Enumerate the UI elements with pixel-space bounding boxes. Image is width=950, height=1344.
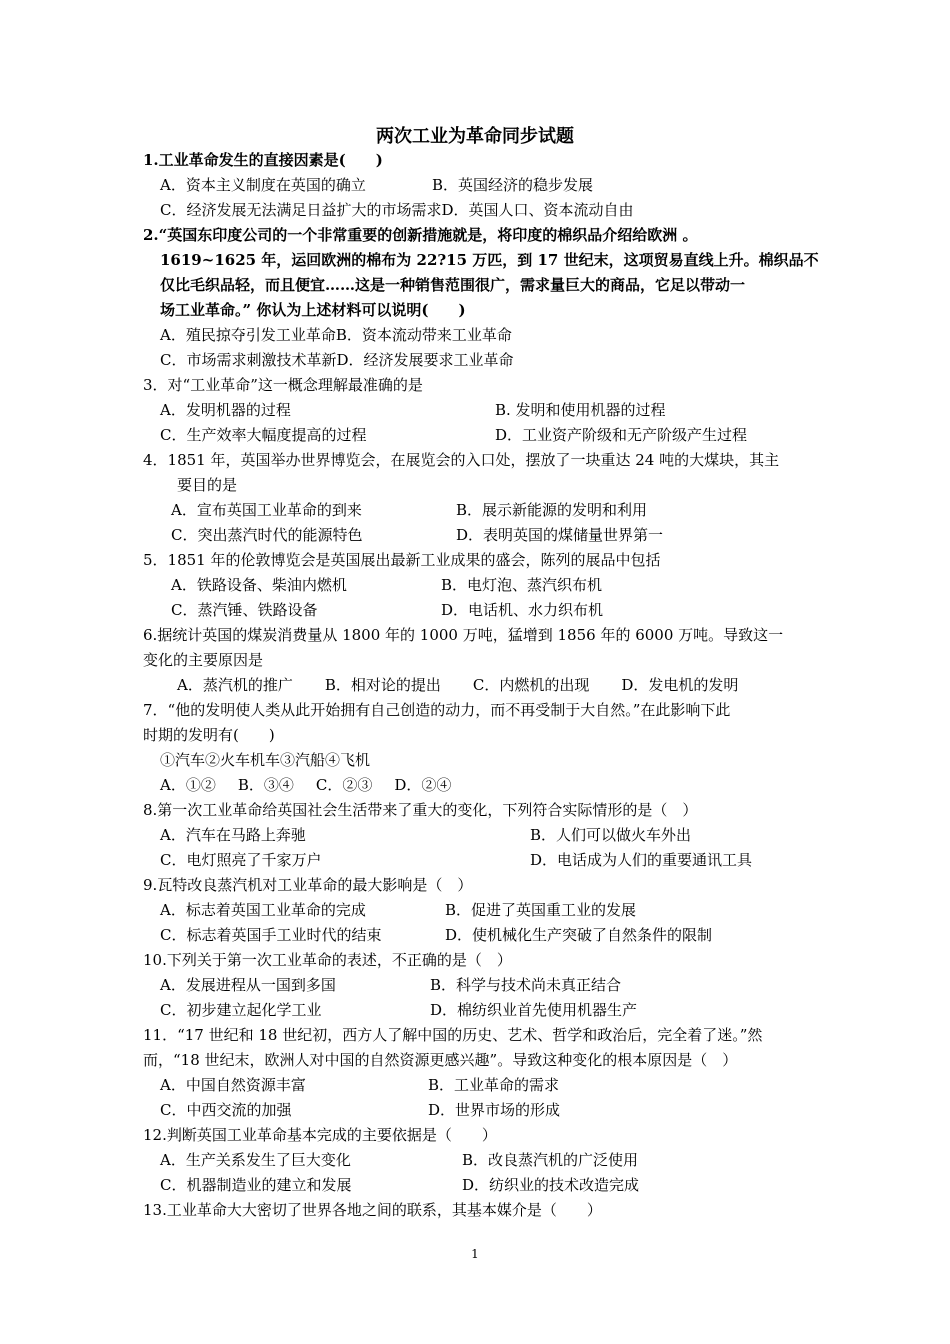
question-12-option-b: B．改良蒸汽机的广泛使用 <box>462 1151 639 1169</box>
question-2-stem-line-2: 1619~1625 年，运回欧洲的棉布为 22?15 万匹，到 17 世纪末，这项贸易直线上升。棉织品不 <box>160 251 819 269</box>
question-5-options-row-2 <box>143 598 818 623</box>
question-4-option-c: C．突出蒸汽时代的能源特色 <box>171 526 363 544</box>
question-6-options-row <box>143 673 818 698</box>
document-title: 两次工业为革命同步试题 <box>376 126 574 147</box>
question-6-option-d: D．发电机的发明 <box>621 676 739 694</box>
question-12-stem: 12.判断英国工业革命基本完成的主要依据是（ ） <box>143 1126 497 1144</box>
question-2-option-a: A．殖民掠夺引发工业革命 <box>160 326 336 344</box>
question-2-options-row-1 <box>143 323 818 348</box>
question-3-option-a: A．发明机器的过程 <box>160 401 291 419</box>
question-2-option-b: B．资本流动带来工业革命 <box>335 326 512 344</box>
question-3-option-d: D．工业资产阶级和无产阶级产生过程 <box>495 426 748 444</box>
question-8-option-d: D．电话成为人们的重要通讯工具 <box>530 851 753 869</box>
question-7-option-d: D．②④ <box>394 776 452 794</box>
question-5-option-c: C．蒸汽锤、铁路设备 <box>171 601 318 619</box>
question-11-option-a: A．中国自然资源丰富 <box>160 1076 306 1094</box>
question-7-option-a: A．①② <box>160 776 216 794</box>
question-7-option-b: B．③④ <box>237 776 294 794</box>
question-9-options-row-1 <box>143 898 818 923</box>
question-10-option-c: C．初步建立起化学工业 <box>160 1001 322 1019</box>
question-1-option-b: B．英国经济的稳步发展 <box>432 176 594 194</box>
question-10-option-b: B．科学与技术尚未真正结合 <box>430 976 622 994</box>
question-3-options-row-2 <box>143 423 818 448</box>
question-13-stem: 13.工业革命大大密切了世界各地之间的联系，其基本媒介是（ ） <box>143 1201 602 1219</box>
question-9-options-row-2 <box>143 923 818 948</box>
question-11-options-row-2 <box>143 1098 818 1123</box>
question-11-stem-line-1: 11．“17 世纪和 18 世纪初，西方人了解中国的历史、艺术、哲学和政治后，完全着了迷。”然 <box>143 1026 763 1044</box>
question-8-option-a: A．汽车在马路上奔驰 <box>160 826 306 844</box>
question-12-options-row-1 <box>143 1148 818 1173</box>
question-7-stem-line-2: 时期的发明有( ) <box>143 726 275 744</box>
question-6-option-c: C．内燃机的出现 <box>472 676 590 694</box>
question-4-stem-line-1: 4．1851 年，英国举办世界博览会，在展览会的入口处，摆放了一块重达 24 吨的大煤块，其主 <box>143 451 780 469</box>
question-10-options-row-2 <box>143 998 818 1023</box>
question-10-option-a: A．发展进程从一国到多国 <box>160 976 336 994</box>
question-9-option-c: C．标志着英国手工业时代的结束 <box>160 926 382 944</box>
question-6-option-a: A．蒸汽机的推广 <box>177 676 293 694</box>
question-1-option-c: C．经济发展无法满足日益扩大的市场需求 <box>160 201 442 219</box>
question-2-stem-line-3: 仅比毛织品轻，而且便宜……这是一种销售范围很广，需求量巨大的商品，它足以带动一 <box>160 276 746 294</box>
question-6-option-b: B．相对论的提出 <box>324 676 441 694</box>
question-10-option-d: D．棉纺织业首先使用机器生产 <box>430 1001 638 1019</box>
question-3-option-c: C．生产效率大幅度提高的过程 <box>160 426 367 444</box>
question-4-option-a: A．宣布英国工业革命的到来 <box>171 501 362 519</box>
question-2-options-row-2 <box>143 348 818 373</box>
question-7-stem-line-1: 7．“他的发明使人类从此开始拥有自己创造的动力，而不再受制于大自然。”在此影响下此 <box>143 701 731 719</box>
question-8-options-row-1 <box>143 823 818 848</box>
question-1-option-d: D．英国人口、资本流动自由 <box>441 201 634 219</box>
question-12-option-a: A．生产关系发生了巨大变化 <box>160 1151 351 1169</box>
question-3-option-b: B. 发明和使用机器的过程 <box>495 401 666 419</box>
question-9-option-b: B．促进了英国重工业的发展 <box>445 901 637 919</box>
question-8-stem: 8.第一次工业革命给英国社会生活带来了重大的变化，下列符合实际情形的是（ ） <box>143 801 698 819</box>
question-2-stem-line-4: 场工业革命。” 你认为上述材料可以说明( ) <box>160 301 466 319</box>
question-9-option-d: D．使机械化生产突破了自然条件的限制 <box>445 926 713 944</box>
question-4-options-row-1 <box>143 498 818 523</box>
question-1-options-row-1 <box>143 173 818 198</box>
question-6-stem-line-2: 变化的主要原因是 <box>143 651 264 669</box>
question-4-options-row-2 <box>143 523 818 548</box>
question-4-stem-line-2: 要目的是 <box>177 476 238 494</box>
question-2-option-d: D．经济发展要求工业革命 <box>336 351 514 369</box>
question-4-option-b: B．展示新能源的发明和利用 <box>456 501 648 519</box>
question-12-option-d: D．纺织业的技术改造完成 <box>462 1176 640 1194</box>
question-11-option-c: C．中西交流的加强 <box>160 1101 292 1119</box>
question-10-stem: 10.下列关于第一次工业革命的表述，不正确的是（ ） <box>143 951 512 969</box>
question-11-option-d: D．世界市场的形成 <box>428 1101 561 1119</box>
question-9-stem: 9.瓦特改良蒸汽机对工业革命的最大影响是（ ） <box>143 876 473 894</box>
question-11-stem-line-2: 而，“18 世纪末，欧洲人对中国的自然资源更感兴趣”。导致这种变化的根本原因是（ ） <box>143 1051 738 1069</box>
question-1-stem: 1.工业革命发生的直接因素是( ) <box>143 151 383 169</box>
question-5-options-row-1 <box>143 573 818 598</box>
question-1-option-a: A．资本主义制度在英国的确立 <box>160 176 366 194</box>
question-2-stem-line-1: 2.“英国东印度公司的一个非常重要的创新措施就是，将印度的棉织品介绍给欧洲 。 <box>143 226 698 244</box>
question-5-option-d: D．电话机、水力织布机 <box>441 601 604 619</box>
question-11-option-b: B．工业革命的需求 <box>428 1076 560 1094</box>
question-7-options-row <box>143 773 818 798</box>
question-12-options-row-2 <box>143 1173 818 1198</box>
question-1-options-row-2 <box>143 198 818 223</box>
question-12-option-c: C．机器制造业的建立和发展 <box>160 1176 352 1194</box>
question-5-option-a: A．铁路设备、柴油内燃机 <box>171 576 347 594</box>
question-7-option-c: C．②③ <box>315 776 373 794</box>
question-2-option-c: C．市场需求刺激技术革新 <box>160 351 337 369</box>
question-3-stem: 3．对“工业革命”这一概念理解最准确的是 <box>143 376 423 394</box>
question-6-stem-line-1: 6.据统计英国的煤炭消费量从 1800 年的 1000 万吨，猛增到 1856 年的 6000 万吨。导致这一 <box>143 626 784 644</box>
page-number: 1 <box>471 1247 479 1261</box>
question-3-options-row-1 <box>143 398 818 423</box>
question-8-options-row-2 <box>143 848 818 873</box>
question-list <box>143 148 818 1223</box>
question-7-item-list: ①汽车②火车机车③汽船④飞机 <box>160 751 371 769</box>
question-5-option-b: B．电灯泡、蒸汽织布机 <box>441 576 603 594</box>
question-9-option-a: A．标志着英国工业革命的完成 <box>160 901 366 919</box>
question-8-option-c: C．电灯照亮了千家万户 <box>160 851 322 869</box>
question-8-option-b: B．人们可以做火车外出 <box>530 826 692 844</box>
question-11-options-row-1 <box>143 1073 818 1098</box>
question-4-option-d: D．表明英国的煤储量世界第一 <box>456 526 664 544</box>
question-5-stem: 5．1851 年的伦敦博览会是英国展出最新工业成果的盛会，陈列的展品中包括 <box>143 551 661 569</box>
question-10-options-row-1 <box>143 973 818 998</box>
